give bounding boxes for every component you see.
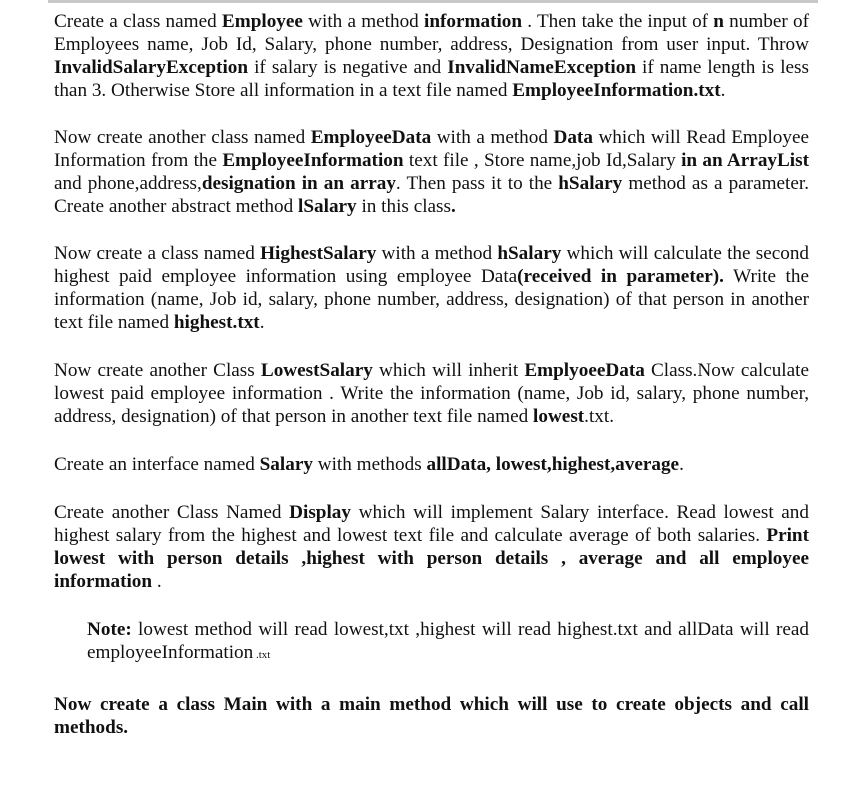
paragraph-main-class: Now create a class Main with a main method which will use to create objects and call methods. [54, 694, 809, 738]
top-border [48, 0, 818, 3]
paragraph-employeedata-class: Now create another class named EmployeeData with a method Data which will Read Employee Information from the EmployeeInformation text file , Store name,job Id,Salary in an ArrayList and phone,address,designation in an array. Then pass it to the hSalary method as a parameter. Create another abstract method lSalary in this class. [54, 127, 809, 217]
paragraph-lowestsalary-class: Now create another Class LowestSalary which will inherit EmplyoeeData Class.Now calculate lowest paid employee information . Write the information (name, Job id, salary, phone number, address, designation) of that person in another text file named lowest.txt. [54, 360, 809, 427]
document-body [54, 10, 809, 739]
paragraph-salary-interface: Create an interface named Salary with methods allData, lowest,highest,average. [54, 454, 684, 475]
note-paragraph: Note: lowest method will read lowest,txt ,highest will read highest.txt and allData will read employeeInformation .txt [87, 619, 809, 663]
paragraph-display-class: Create another Class Named Display which will implement Salary interface. Read lowest and highest salary from the highest and lowest text file and calculate average of both salaries. Print lowest with person details ,highest with person details , average and all employee information . [54, 502, 809, 592]
paragraph-employee-class: Create a class named Employee with a method information . Then take the input of n number of Employees name, Job Id, Salary, phone number, address, Designation from user input. Throw InvalidSalaryException if salary is negative and InvalidNameException if name length is less than 3. Otherwise Store all information in a text file named EmployeeInformation.txt. [54, 11, 809, 101]
paragraph-highestsalary-class: Now create a class named HighestSalary with a method hSalary which will calculate the second highest paid employee information using employee Data(received in parameter). Write the information (name, Job id, salary, phone number, address, designation) of that person in another text file named highest.txt. [54, 243, 810, 333]
